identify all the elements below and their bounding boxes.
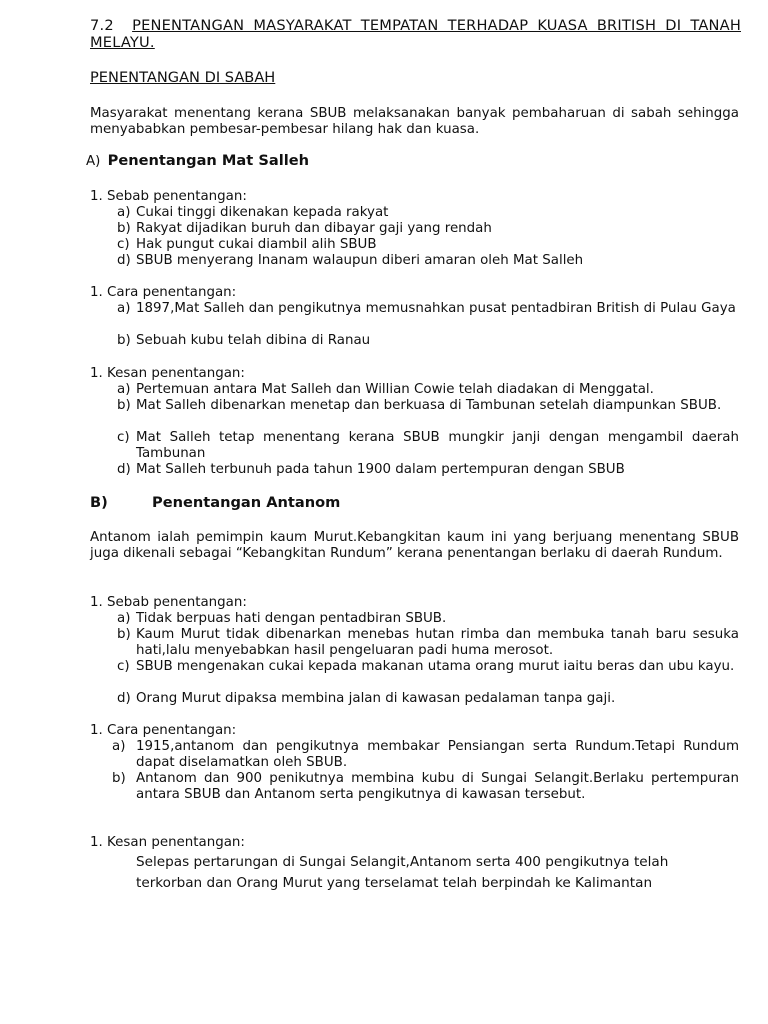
list-item: a) 1897,Mat Salleh dan pengikutnya memusnahkan pusat pentadbiran British di Pulau Gaya — [117, 301, 736, 316]
list-item: c) Hak pungut cukai diambil alih SBUB — [117, 237, 377, 252]
section-heading: PENENTANGAN DI SABAH — [90, 69, 276, 86]
subsection-b-title: Penentangan Antanom — [152, 494, 341, 511]
list-item: b) Antanom dan 900 penikutnya membina kubu di Sungai Selangit.Berlaku pertempuran antara SBUB dan Antanom serta pengikutnya di kawasan tersebut. — [112, 771, 739, 802]
b-cara-title: 1. Cara penentangan: — [90, 723, 237, 738]
a-kesan-title: 1. Kesan penentangan: — [90, 366, 245, 381]
a-sebab-title: 1. Sebab penentangan: — [90, 189, 247, 204]
b-intro: Antanom ialah pemimpin kaum Murut.Kebangkitan kaum ini yang berjuang menentang SBUB juga dikenali sebagai “Kebangkitan Rundum” kerana penentangan berlaku di daerah Rundum. — [90, 530, 739, 561]
b-kesan-text: Selepas pertarungan di Sungai Selangit,Antanom serta 400 pengikutnya telah terkorban dan Orang Murut yang terselamat telah berpindah ke Kalimantan — [136, 854, 669, 891]
document-title — [90, 17, 741, 51]
a-cara-title: 1. Cara penentangan: — [90, 285, 237, 300]
title-text: PENENTANGAN MASYARAKAT TEMPATAN TERHADAP KUASA BRITISH DI TANAH MELAYU. — [90, 17, 741, 51]
subsection-a-title: Penentangan Mat Salleh — [107, 152, 309, 169]
list-item: a) 1915,antanom dan pengikutnya membakar Pensiangan serta Rundum.Tetapi Rundum dapat diselamatkan oleh SBUB. — [112, 739, 739, 770]
list-item: d) Mat Salleh terbunuh pada tahun 1900 dalam pertempuran dengan SBUB — [117, 462, 625, 477]
list-item: d) Orang Murut dipaksa membina jalan di kawasan pedalaman tanpa gaji. — [117, 691, 616, 706]
subsection-a-heading — [86, 153, 309, 170]
list-item: b) Sebuah kubu telah dibina di Ranau — [117, 333, 371, 348]
list-item: b) Mat Salleh dibenarkan menetap dan berkuasa di Tambunan setelah diampunkan SBUB. — [117, 398, 722, 413]
list-item: c) Mat Salleh tetap menentang kerana SBUB mungkir janji dengan mengambil daerah Tambunan — [117, 430, 739, 461]
section-intro: Masyarakat menentang kerana SBUB melaksanakan banyak pembaharuan di sabah sehingga menyababkan pembesar-pembesar hilang hak dan kuasa. — [90, 106, 739, 137]
list-item: a) Cukai tinggi dikenakan kepada rakyat — [117, 205, 389, 220]
list-item: b) Kaum Murut tidak dibenarkan menebas hutan rimba dan membuka tanah baru sesuka hati,lalu menyebabkan hasil pengeluaran padi huma merosot. — [117, 627, 739, 658]
list-item: b) Rakyat dijadikan buruh dan dibayar gaji yang rendah — [117, 221, 492, 236]
title-number: 7.2 — [90, 17, 114, 34]
list-item: c) SBUB mengenakan cukai kepada makanan utama orang murut iaitu beras dan ubu kayu. — [117, 659, 735, 674]
subsection-b-heading — [90, 495, 340, 512]
b-sebab-title: 1. Sebab penentangan: — [90, 595, 247, 610]
b-kesan-title: 1. Kesan penentangan: — [90, 835, 245, 850]
subsection-a-label: A) — [86, 154, 101, 169]
list-item: a) Tidak berpuas hati dengan pentadbiran SBUB. — [117, 611, 447, 626]
list-item: d) SBUB menyerang Inanam walaupun diberi amaran oleh Mat Salleh — [117, 253, 584, 268]
list-item: a) Pertemuan antara Mat Salleh dan Willian Cowie telah diadakan di Menggatal. — [117, 382, 654, 397]
subsection-b-label: B) — [90, 494, 108, 511]
